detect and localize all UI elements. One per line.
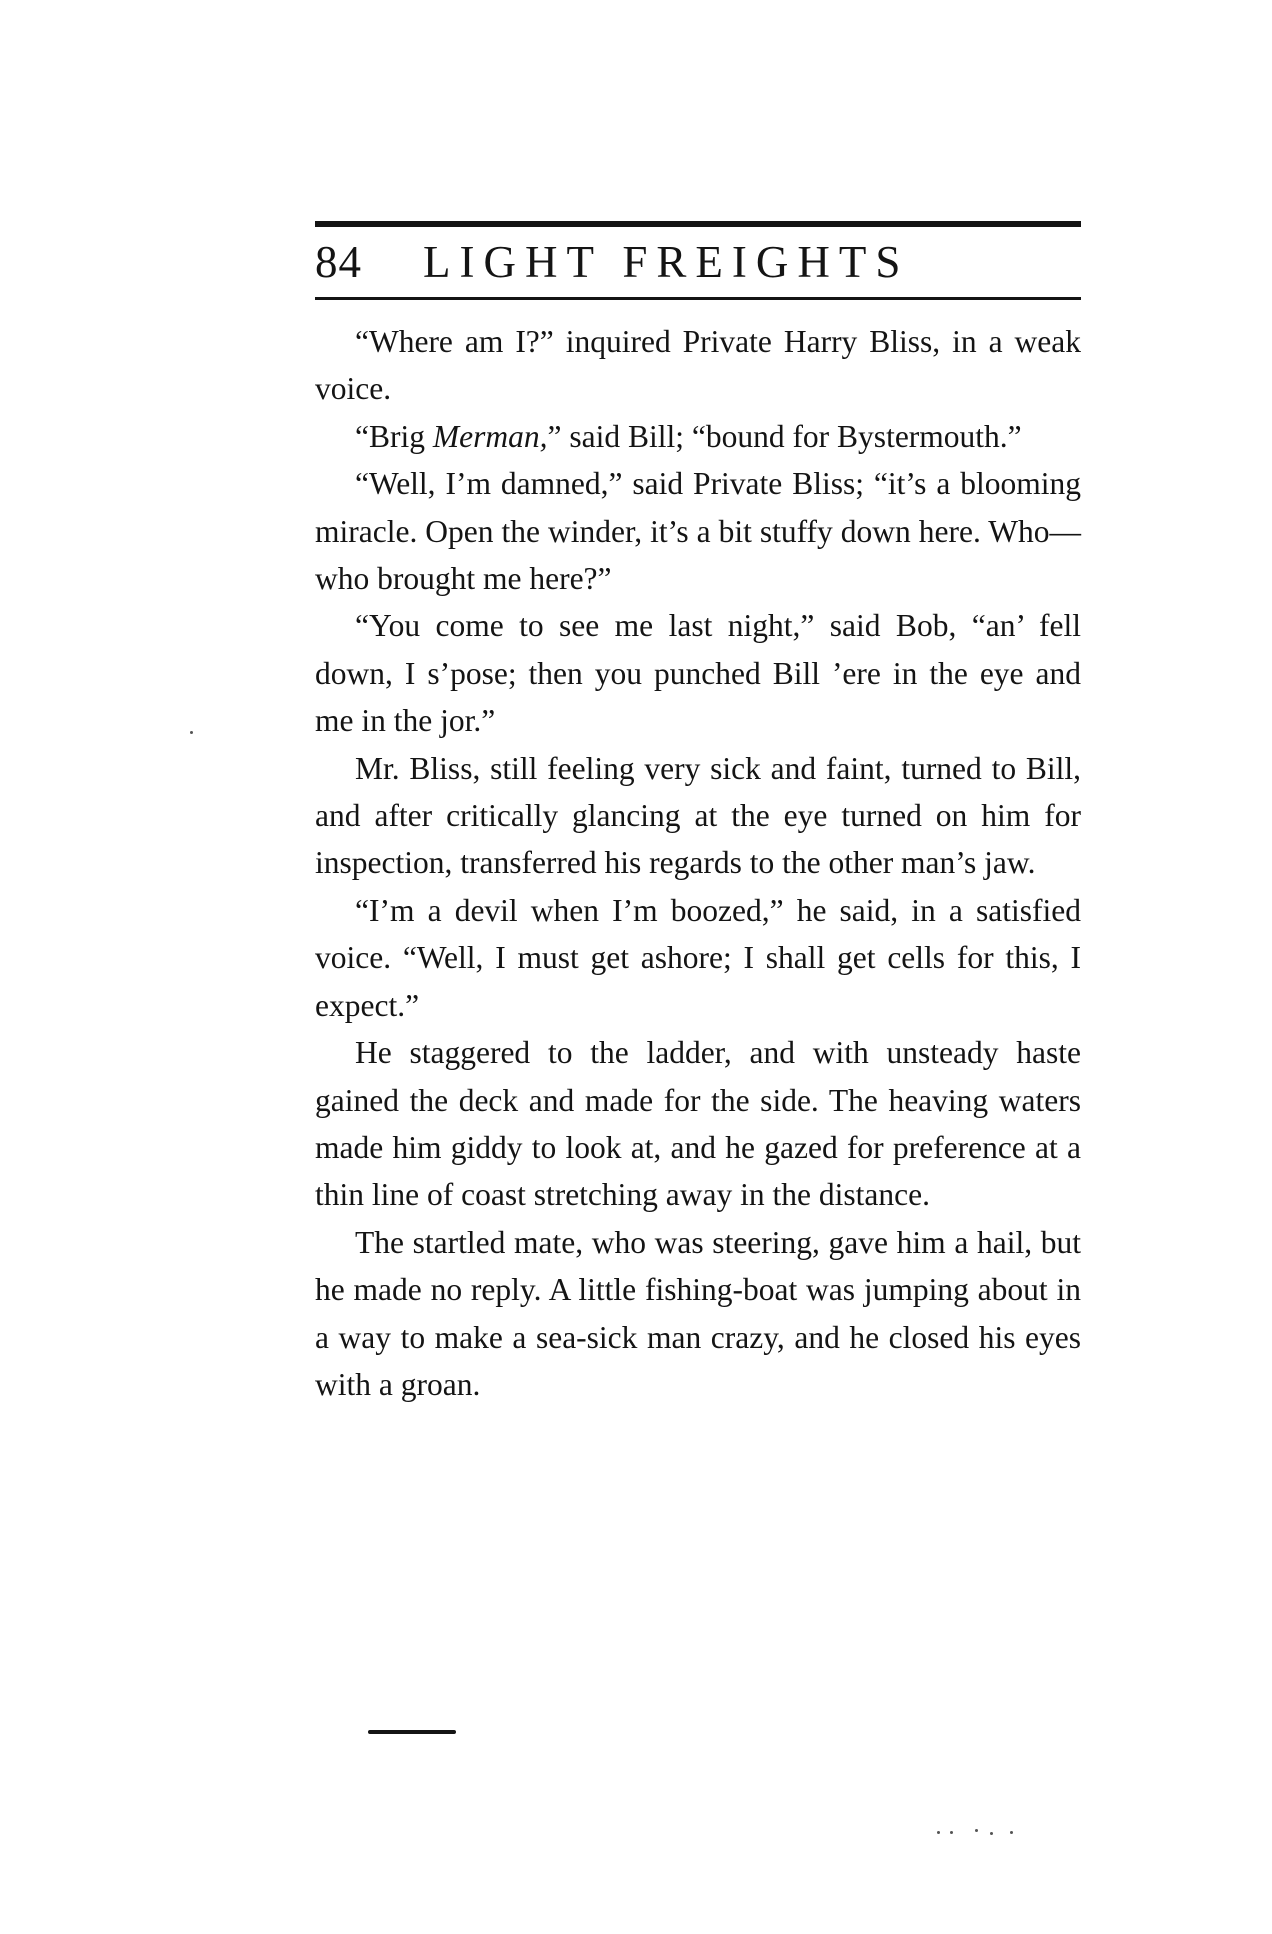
scan-speck [975, 1829, 978, 1832]
running-head [315, 233, 1081, 291]
text-run: The startled mate, who was steering, gave him a hail, but he made no reply. A little fishing-boat was jumping about in a way to make a sea-sick man crazy, and he closed his eyes with a groan. [315, 1224, 1081, 1402]
ornament-dash [368, 1730, 456, 1734]
scan-speck [990, 1832, 993, 1835]
paragraph [315, 460, 1081, 602]
text-run: He staggered to the ladder, and with unsteady haste gained the deck and made for the side. The heaving waters made him giddy to look at, and he gazed for preference at a thin line of coast stretching away in the distance. [315, 1035, 1081, 1213]
text-run: “I’m a devil when I’m boozed,” he said, in a satisfied voice. “Well, I must get ashore; I shall get cells for this, I expect.” [315, 892, 1081, 1023]
text-run: Mr. Bliss, still feeling very sick and faint, turned to Bill, and after critically glancing at the eye turned on him for inspection, transferred his regards to the other man’s jaw. [315, 750, 1081, 881]
paragraph [315, 413, 1081, 460]
scan-speck [937, 1831, 940, 1834]
page-number: 84 [315, 237, 362, 287]
text-run: ” said Bill; “bound for Bystermouth.” [547, 418, 1022, 454]
paragraph [315, 602, 1081, 744]
paragraph [315, 887, 1081, 1029]
scan-speck [950, 1831, 953, 1834]
scan-speck [1010, 1831, 1013, 1834]
text-run: “Where am I?” inquired Private Harry Bliss, in a weak voice. [315, 324, 1081, 407]
scan-speck [190, 731, 193, 734]
text-run: “You come to see me last night,” said Bob, “an’ fell down, I s’pose; then you punched Bill ’ere in the eye and me in the jor.” [315, 608, 1081, 739]
header-rule-top [315, 221, 1081, 227]
paragraph [315, 1029, 1081, 1219]
paragraph [315, 318, 1081, 413]
body-text [315, 318, 1081, 1408]
header-rule-bottom [315, 297, 1081, 300]
paragraph [315, 1219, 1081, 1409]
italic-ship-name: Merman, [432, 418, 548, 454]
text-run: “Well, I’m damned,” said Private Bliss; “it’s a blooming miracle. Open the winder, it’s a bit stuffy down here. Who—who brought me here?” [315, 466, 1081, 597]
running-title: LIGHT FREIGHTS [423, 237, 910, 287]
paragraph [315, 745, 1081, 887]
text-run: “Brig [355, 418, 433, 454]
